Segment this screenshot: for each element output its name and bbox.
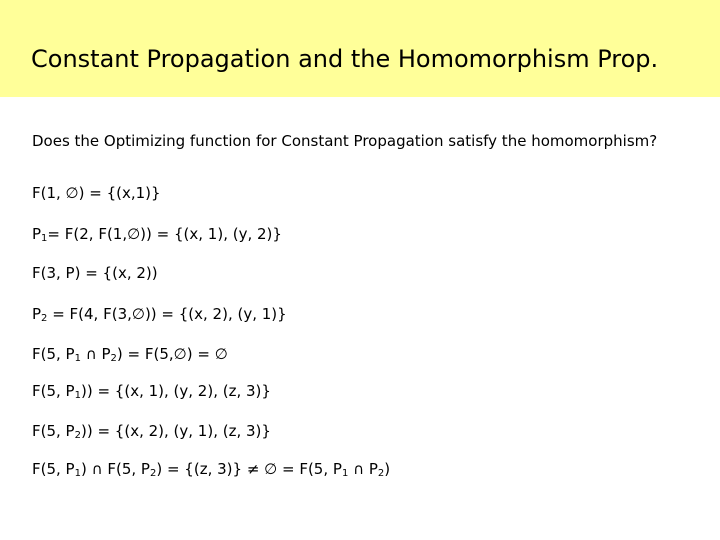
equation-text: F(5, P bbox=[32, 422, 75, 440]
subscript: 2 bbox=[149, 468, 157, 479]
subscript: 2 bbox=[74, 430, 81, 441]
subscript: 1 bbox=[341, 468, 349, 479]
intro-question: Does the Optimizing function for Constant Propagation satisfy the homomorphism? bbox=[32, 132, 658, 150]
equation-text: F(5, P bbox=[32, 460, 75, 478]
equation-text: F(3, P) = {(x, 2)) bbox=[32, 264, 158, 282]
slide-title: Constant Propagation and the Homomorphism Prop. bbox=[31, 45, 659, 73]
equation-line bbox=[32, 459, 390, 479]
subscript: 2 bbox=[110, 353, 117, 364]
equation-text: = F(2, F(1,∅)) = {(x, 1), (y, 2)} bbox=[47, 225, 282, 243]
subscript: 1 bbox=[41, 233, 48, 244]
equation-text: ∩ P bbox=[348, 460, 378, 478]
equation-line bbox=[32, 263, 158, 283]
equation-text: )) = {(x, 2), (y, 1), (z, 3)} bbox=[80, 422, 271, 440]
subscript: 2 bbox=[41, 313, 48, 324]
equation-line bbox=[32, 224, 282, 244]
subscript: 1 bbox=[74, 390, 81, 401]
equation-line bbox=[32, 381, 271, 401]
equation-text: = F(4, F(3,∅)) = {(x, 2), (y, 1)} bbox=[47, 305, 287, 323]
equation-line bbox=[32, 304, 287, 324]
equation-text: P bbox=[32, 225, 42, 243]
equation-text: F(5, P bbox=[32, 382, 75, 400]
subscript: 1 bbox=[74, 353, 81, 364]
equation-text: F(1, ∅) = {(x,1)} bbox=[32, 184, 161, 202]
equation-line bbox=[32, 183, 161, 203]
equation-text: ) bbox=[384, 460, 391, 478]
equation-line bbox=[32, 344, 228, 364]
equation-text: ) ∩ F(5, P bbox=[80, 460, 150, 478]
equation-text: P bbox=[32, 305, 42, 323]
equation-text: ) = F(5,∅) = ∅ bbox=[116, 345, 228, 363]
subscript: 2 bbox=[377, 468, 385, 479]
equation-line bbox=[32, 421, 271, 441]
equation-text: )) = {(x, 1), (y, 2), (z, 3)} bbox=[80, 382, 271, 400]
equation-text: ∩ P bbox=[80, 345, 111, 363]
equation-text: F(5, P bbox=[32, 345, 75, 363]
title-bar bbox=[0, 0, 720, 97]
equation-text: ) = {(z, 3)} ≠ ∅ = F(5, P bbox=[156, 460, 342, 478]
subscript: 1 bbox=[74, 468, 81, 479]
